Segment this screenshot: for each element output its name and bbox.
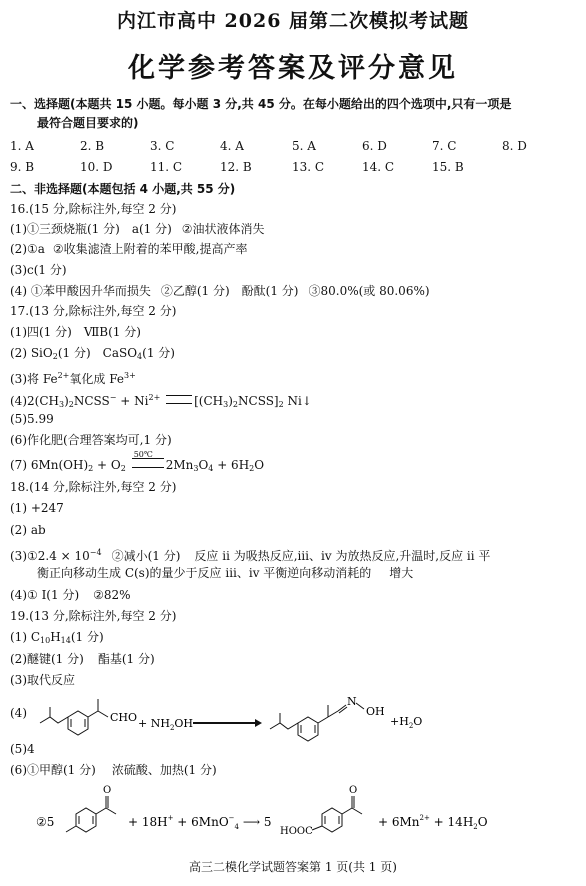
- section2-heading: 二、非选择题(本题包括 4 小题,共 55 分): [10, 182, 236, 196]
- mc-answer: 3. C: [150, 139, 175, 153]
- product-terms: + $6Mn^{2+} + 14H_2O$: [378, 814, 488, 831]
- q19-line1: (1) $C_{10}H_{14}(1$ 分): [10, 630, 104, 645]
- q17-head: 17.(13 分,除标注外,每空 2 分): [10, 304, 177, 318]
- reaction-condition: 50℃: [133, 450, 153, 459]
- q18-head: 18.(14 分,除标注外,每空 2 分): [10, 480, 177, 494]
- mc-answer: 8. D: [502, 139, 527, 153]
- page-footer: 高三二模化学试题答案第 1 页(共 1 页): [189, 860, 397, 874]
- mc-answer: 6. D: [362, 139, 387, 153]
- q16-line4: (4) ①苯甲酸因升华而损失 ②乙醇(1 分) 酚酞(1 分) ③80.0%(或 80.06%): [10, 284, 430, 298]
- water-label: $+H_2O$: [390, 715, 423, 730]
- q17-line4: $(4)2(CH_3)_2NCSS^- + Ni^{2+}$ $[(CH_3)_2NCSS]_2$ Ni↓: [10, 393, 312, 409]
- mc-answer: 5. A: [292, 139, 316, 153]
- mc-answer: 12. B: [220, 160, 252, 174]
- mc-answer: 15. B: [432, 160, 464, 174]
- exam-title: 内江市高中 2026 届第二次模拟考试题: [116, 10, 470, 32]
- q16-line3: (3)c(1 分): [10, 263, 67, 277]
- reactant-terms: + 18H+ + 6MnO−$_4$ ⟶ 5: [128, 814, 272, 831]
- mc-answer: 4. A: [220, 139, 244, 153]
- mc-answer: 10. D: [80, 160, 113, 174]
- mc-answer: 13. C: [292, 160, 325, 174]
- q16-line2: (2)①a ②收集滤渣上附着的苯甲酸,提高产率: [10, 242, 248, 256]
- q19-line6: (6)①甲醇(1 分) 浓硫酸、加热(1 分): [10, 763, 217, 777]
- q17-line1: (1)四(1 分) ⅦB(1 分): [10, 325, 141, 339]
- svg-text:O: O: [103, 785, 112, 796]
- section1-heading: 一、选择题(本题共 15 小题。每小题 3 分,共 45 分。在每小题给出的四个选项中,只有一项是: [10, 97, 512, 111]
- q19-reaction-4-diagram: [30, 685, 450, 745]
- q17-line5: (5)5.99: [10, 412, 54, 426]
- mc-answer: 11. C: [150, 160, 183, 174]
- aldehyde-label: CHO: [110, 711, 138, 724]
- q19-line2: (2)醚键(1 分) 酯基(1 分): [10, 652, 155, 666]
- oxime-n-label: N: [347, 695, 357, 708]
- section1-heading-cont: 最符合题目要求的): [37, 116, 139, 130]
- q18-line3: (3)①2.4 × $10^{-4}$ ②减小(1 分) 反应 ⅱ 为吸热反应,ⅲ、ⅳ 为放热反应,升温时,反应 ⅱ 平: [10, 548, 491, 563]
- q16-line1: (1)①三颈烧瓶(1 分) a(1 分) ②油状液体消失: [10, 222, 265, 236]
- q19-head: 19.(13 分,除标注外,每空 2 分): [10, 609, 177, 623]
- mc-answer: 7. C: [432, 139, 457, 153]
- svg-text:O: O: [349, 785, 358, 796]
- q19-line4-label: (4): [10, 706, 27, 720]
- q19-line3: (3)取代反应: [10, 673, 75, 687]
- reagent-label: + $NH_2OH$: [138, 717, 194, 732]
- q19-line5: (5)4: [10, 742, 35, 756]
- svg-text:②5: ②5: [36, 815, 55, 829]
- q17-line2: (2) SiO$_2$(1 分) CaSO$_4$(1 分): [10, 346, 175, 361]
- mc-answer: 9. B: [10, 160, 35, 174]
- q16-head: 16.(15 分,除标注外,每空 2 分): [10, 202, 177, 216]
- q17-line7: (7) $6Mn(OH)_2 + O_2$ 50℃ $2Mn_3O_4 + 6H_2O$: [10, 458, 264, 476]
- mc-answer: 2. B: [80, 139, 105, 153]
- q18-line1: (1) +247: [10, 501, 64, 515]
- q17-line6: (6)作化肥(合理答案均可,1 分): [10, 433, 172, 447]
- hooc-label: HOOC: [280, 826, 313, 837]
- doc-subtitle: 化学参考答案及评分意见: [128, 53, 458, 84]
- q17-line3: (3)将 $Fe^{2+}$氧化成 $Fe^{3+}$: [10, 371, 136, 386]
- mc-answer: 14. C: [362, 160, 395, 174]
- q18-line2: (2) ab: [10, 523, 46, 537]
- q19-reaction-6-diagram: [30, 782, 580, 842]
- mc-answer: 1. A: [10, 139, 34, 153]
- q18-line4: (4)① Ⅰ(1 分) ②82%: [10, 588, 131, 602]
- q18-line3-cont: 衡正向移动生成 C(s)的量少于反应 ⅲ、ⅳ 平衡逆向移动消耗的 增大: [37, 566, 414, 580]
- oxime-oh-label: OH: [366, 705, 385, 718]
